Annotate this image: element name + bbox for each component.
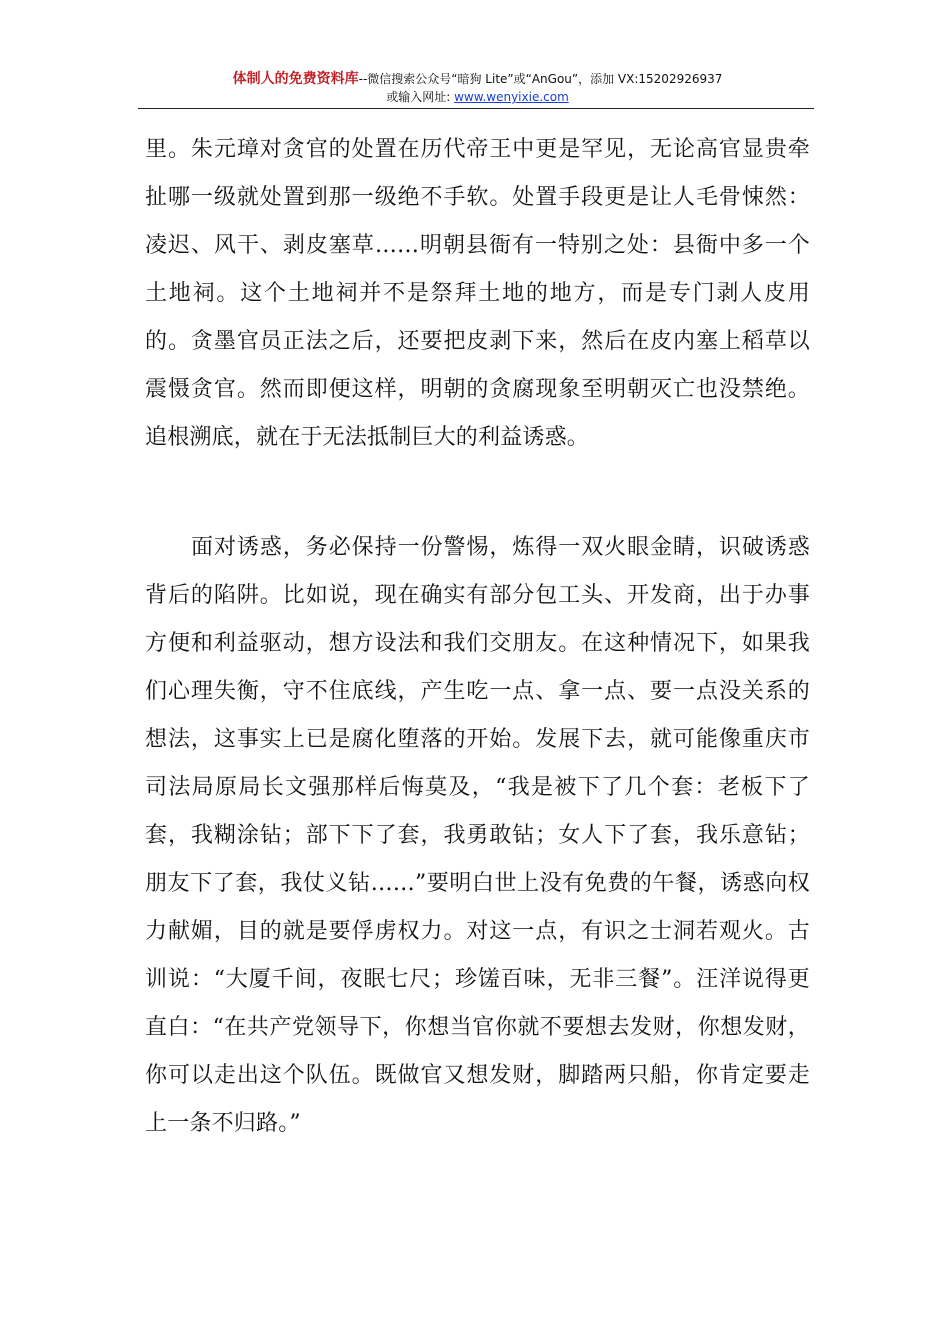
header-line-1: [145, 70, 810, 88]
header-divider: [138, 108, 814, 109]
page-header: [145, 70, 810, 106]
header-line-2: [145, 88, 810, 106]
header-contact-text: --微信搜索公众号“暗狗 Lite”或“AnGou”，添加 VX:15202926937: [358, 72, 723, 86]
website-link[interactable]: www.wenyixie.com: [454, 90, 569, 104]
paragraph-1: 里。朱元璋对贪官的处置在历代帝王中更是罕见，无论高官显贵牵扯哪一级就处置到那一级绝不手软。处置手段更是让人毛骨悚然：凌迟、风干、剥皮塞草……明朝县衙有一特别之处：县衙中多一个土地祠。这个土地祠并不是祭拜土地的地方，而是专门剥人皮用的。贪墨官员正法之后，还要把皮剥下来，然后在皮内塞上稻草以震慑贪官。然而即便这样，明朝的贪腐现象至明朝灭亡也没禁绝。追根溯底，就在于无法抵制巨大的利益诱惑。: [145, 137, 810, 450]
paragraph-2: 面对诱惑，务必保持一份警惕，炼得一双火眼金睛，识破诱惑背后的陷阱。比如说，现在确实有部分包工头、开发商，出于办事方便和利益驱动，想方设法和我们交朋友。在这种情况下，如果我们心理失衡，守不住底线，产生吃一点、拿一点、要一点没关系的想法，这事实上已是腐化堕落的开始。发展下去，就可能像重庆市司法局原局长文强那样后悔莫及，“我是被下了几个套：老板下了套，我糊涂钻；部下下了套，我勇敢钻；女人下了套，我乐意钻；朋友下了套，我仗义钻……”要明白世上没有免费的午餐，诱惑向权力献媚，目的就是要俘虏权力。对这一点，有识之士洞若观火。古训说：“大厦千间，夜眠七尺；珍馐百味，无非三餐”。汪洋说得更直白：“在共产党领导下，你想当官你就不要想去发财，你想发财，你可以走出这个队伍。既做官又想发财，脚踏两只船，你肯定要走上一条不归路。”: [145, 535, 810, 1136]
url-prefix: 或输入网址:: [386, 90, 451, 104]
brand-name: 体制人的免费资料库: [232, 71, 359, 87]
